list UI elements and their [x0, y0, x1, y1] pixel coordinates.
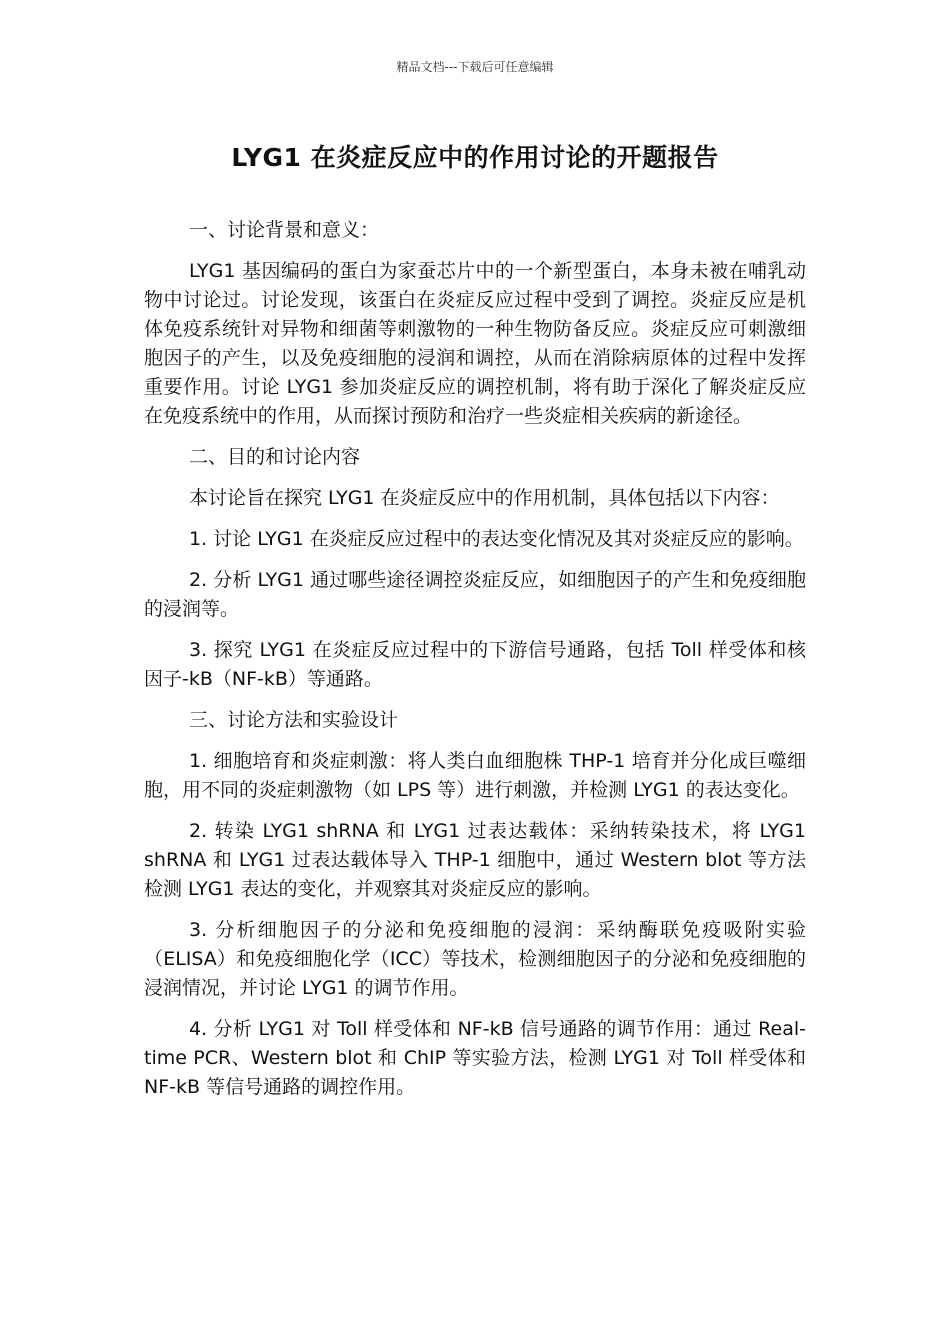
document-body [144, 216, 806, 1114]
section-heading-objectives: 二、目的和讨论内容 [189, 446, 361, 468]
header-note: 精品文档---下载后可任意编辑 [396, 60, 554, 74]
list-item-method-3: 3. 分析细胞因子的分泌和免疫细胞的浸润：采纳酶联免疫吸附实验（ELISA）和免疫细胞化学（ICC）等技术，检测细胞因子的分泌和免疫细胞的浸润情况，并讨论 LYG1 的调节作用。 [144, 919, 806, 999]
list-item-objective-3: 3. 探究 LYG1 在炎症反应过程中的下游信号通路，包括 Toll 样受体和核因子-kB（NF-kB）等通路。 [144, 639, 806, 690]
paragraph-objectives-intro: 本讨论旨在探究 LYG1 在炎症反应中的作用机制，具体包括以下内容： [189, 487, 780, 509]
list-item-method-4: 4. 分析 LYG1 对 Toll 样受体和 NF-kB 信号通路的调节作用：通过 Real-time PCR、Western blot 和 ChIP 等实验方法，检测 LYG1 对 Toll 样受体和 NF-kB 等信号通路的调控作用。 [144, 1018, 806, 1098]
list-item-method-2: 2. 转染 LYG1 shRNA 和 LYG1 过表达载体：采纳转染技术，将 LYG1 shRNA 和 LYG1 过表达载体导入 THP-1 细胞中，通过 Western blot 等方法检测 LYG1 表达的变化，并观察其对炎症反应的影响。 [144, 820, 806, 900]
list-item-objective-1: 1. 讨论 LYG1 在炎症反应过程中的表达变化情况及其对炎症反应的影响。 [189, 528, 804, 550]
section-heading-methods: 三、讨论方法和实验设计 [189, 709, 399, 731]
paragraph-background: LYG1 基因编码的蛋白为家蚕芯片中的一个新型蛋白，本身未被在哺乳动物中讨论过。讨论发现，该蛋白在炎症反应过程中受到了调控。炎症反应是机体免疫系统针对异物和细菌等刺激物的一种生物防备反应。炎症反应可刺激细胞因子的产生，以及免疫细胞的浸润和调控，从而在消除病原体的过程中发挥重要作用。讨论 LYG1 参加炎症反应的调控机制，将有助于深化了解炎症反应在免疫系统中的作用，从而探讨预防和治疗一些炎症相关疾病的新途径。 [144, 260, 806, 427]
list-item-objective-2: 2. 分析 LYG1 通过哪些途径调控炎症反应，如细胞因子的产生和免疫细胞的浸润等。 [144, 569, 806, 620]
section-heading-background: 一、讨论背景和意义： [189, 219, 380, 241]
document-title: LYG1 在炎症反应中的作用讨论的开题报告 [231, 143, 719, 172]
list-item-method-1: 1. 细胞培育和炎症刺激：将人类白血细胞株 THP-1 培育并分化成巨噬细胞，用不同的炎症刺激物（如 LPS 等）进行刺激，并检测 LYG1 的表达变化。 [144, 750, 806, 801]
